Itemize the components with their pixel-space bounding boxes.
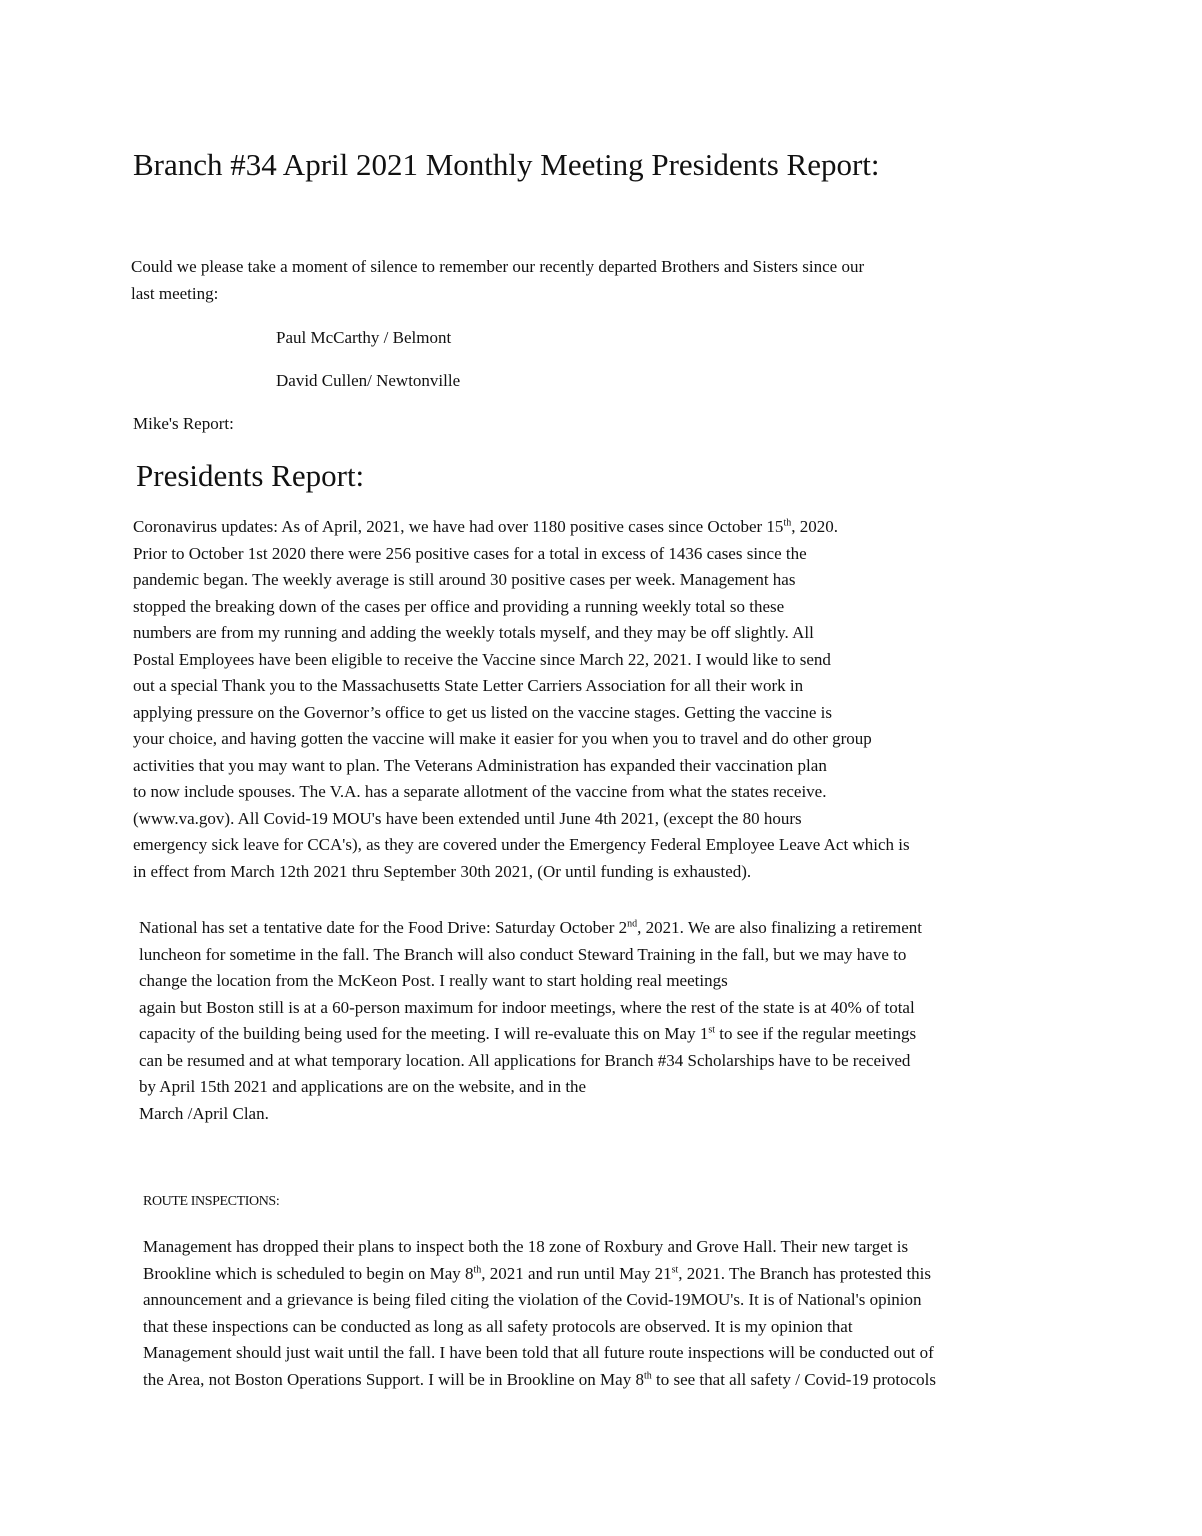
silence-line: last meeting: xyxy=(131,283,219,303)
national-line: capacity of the building being used for the meeting. I will re-evaluate this on May 1st to see if the regular meetings xyxy=(139,1024,917,1043)
silence-line: Could we please take a moment of silence to remember our recently departed Brothers and Sisters since our xyxy=(131,257,865,276)
coronavirus-line: Prior to October 1st 2020 there were 256 positive cases for a total in excess of 1436 cases since the xyxy=(133,543,807,563)
national-line: can be resumed and at what temporary location. All applications for Branch #34 Scholarships have to be received xyxy=(139,1050,911,1070)
silence-paragraph xyxy=(131,254,1011,307)
coronavirus-line: stopped the breaking down of the cases per office and providing a running weekly total so these xyxy=(133,596,785,616)
route-paragraph xyxy=(143,1234,1063,1393)
coronavirus-line: in effect from March 12th 2021 thru September 30th 2021, (Or until funding is exhausted). xyxy=(133,861,752,881)
coronavirus-line: your choice, and having gotten the vaccine will make it easier for you when you to travel and do other group xyxy=(133,729,872,748)
document-title: Branch #34 April 2021 Monthly Meeting Presidents Report: xyxy=(133,147,880,182)
national-line: by April 15th 2021 and applications are on the website, and in the xyxy=(139,1077,587,1096)
coronavirus-line: Postal Employees have been eligible to receive the Vaccine since March 22, 2021. I would like to send xyxy=(133,649,831,669)
presidents-report-heading: Presidents Report: xyxy=(136,458,365,493)
route-line: the Area, not Boston Operations Support. I will be in Brookline on May 8th to see that all safety / Covid-19 protocols xyxy=(143,1369,936,1389)
departed-name: David Cullen/ Newtonville xyxy=(276,371,461,390)
coronavirus-line: emergency sick leave for CCA's), as they are covered under the Emergency Federal Employee Leave Act which is xyxy=(133,835,910,854)
departed-name: Paul McCarthy / Belmont xyxy=(276,328,452,347)
coronavirus-line: to now include spouses. The V.A. has a separate allotment of the vaccine from what the states receive. xyxy=(133,782,827,801)
coronavirus-line: out a special Thank you to the Massachusetts State Letter Carriers Association for all their work in xyxy=(133,676,804,695)
national-line: March /April Clan. xyxy=(139,1103,269,1123)
route-line: announcement and a grievance is being filed citing the violation of the Covid-19MOU's. It is of National's opinion xyxy=(143,1290,922,1309)
coronavirus-paragraph xyxy=(133,514,1053,885)
coronavirus-line: (www.va.gov). All Covid-19 MOU's have been extended until June 4th 2021, (except the 80 hours xyxy=(133,808,802,828)
national-paragraph xyxy=(139,915,1059,1127)
national-line: change the location from the McKeon Post. I really want to start holding real meetings xyxy=(139,971,728,990)
national-line: National has set a tentative date for the Food Drive: Saturday October 2nd, 2021. We are also finalizing a retirement xyxy=(139,918,922,937)
coronavirus-line: applying pressure on the Governor’s office to get us listed on the vaccine stages. Getting the vaccine is xyxy=(133,702,833,722)
route-line: Management has dropped their plans to inspect both the 18 zone of Roxbury and Grove Hall. Their new target is xyxy=(143,1237,909,1256)
route-inspections-heading: ROUTE INSPECTIONS: xyxy=(143,1194,280,1209)
route-line: Management should just wait until the fall. I have been told that all future route inspections will be conducted out of xyxy=(143,1343,934,1362)
route-line: Brookline which is scheduled to begin on May 8th, 2021 and run until May 21st, 2021. The Branch has protested this xyxy=(143,1263,932,1283)
route-line: that these inspections can be conducted as long as all safety protocols are observed. It is my opinion that xyxy=(143,1316,853,1336)
mikes-report-label: Mike's Report: xyxy=(133,414,234,433)
coronavirus-line: pandemic began. The weekly average is still around 30 positive cases per week. Management has xyxy=(133,570,796,589)
coronavirus-line: Coronavirus updates: As of April, 2021, we have had over 1180 positive cases since October 15th, 2020. xyxy=(133,517,838,536)
coronavirus-line: numbers are from my running and adding the weekly totals myself, and they may be off slightly. All xyxy=(133,623,814,642)
coronavirus-line: activities that you may want to plan. The Veterans Administration has expanded their vaccination plan xyxy=(133,755,827,775)
national-line: luncheon for sometime in the fall. The Branch will also conduct Steward Training in the fall, but we may have to xyxy=(139,944,907,964)
national-line: again but Boston still is at a 60-person maximum for indoor meetings, where the rest of the state is at 40% of total xyxy=(139,997,915,1017)
